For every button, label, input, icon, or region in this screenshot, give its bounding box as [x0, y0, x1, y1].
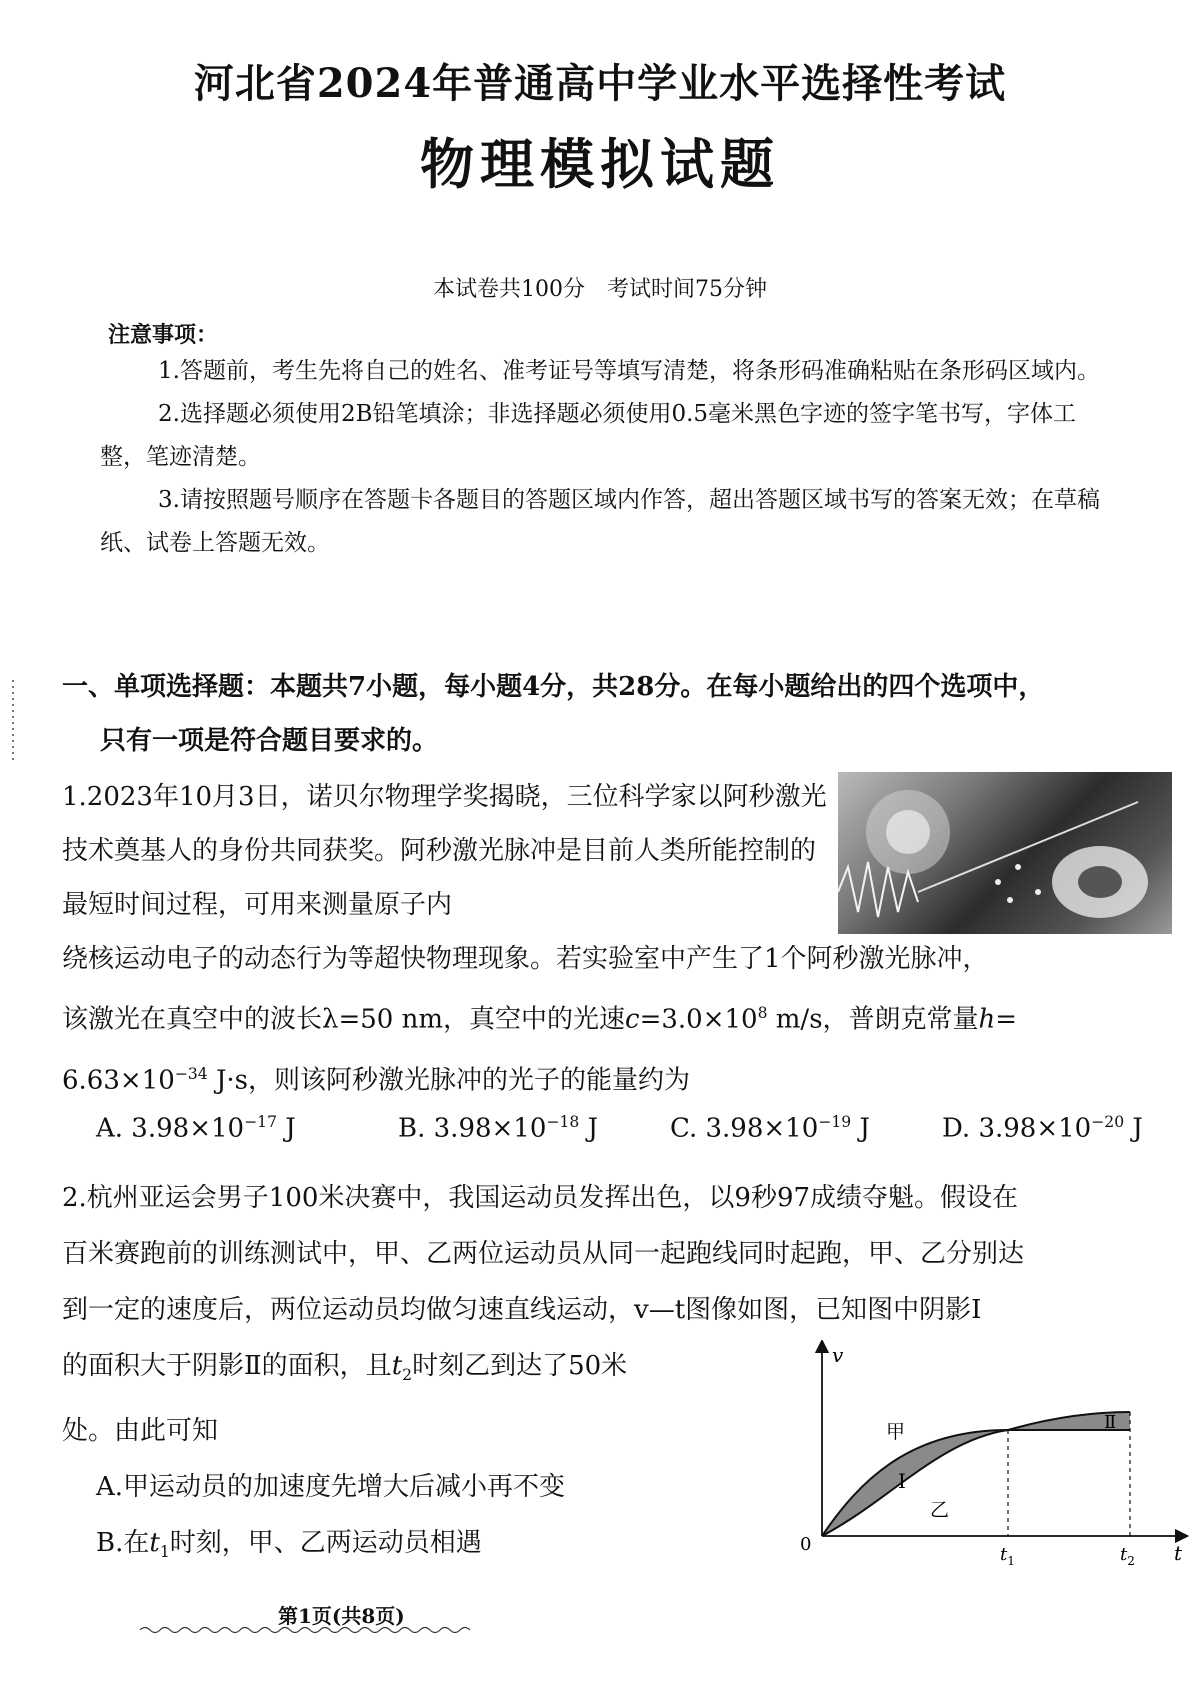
question-2-line: 到一定的速度后，两位运动员均做匀速直线运动，v—t图像如图，已知图中阴影Ⅰ [62, 1295, 982, 1325]
section-heading-line1: 一、单项选择题：本题共7小题，每小题4分，共28分。在每小题给出的四个选项中， [62, 672, 1045, 702]
tick-label-t1: $t_1$ [1000, 1544, 1015, 1568]
exam-title: 河北省2024年普通高中学业水平选择性考试 [193, 60, 1007, 107]
exam-info: 本试卷共100分 考试时间75分钟 [433, 277, 767, 302]
question-1-line: 该激光在真空中的波长λ=50 nm，真空中的光速$c=3.0\times 10^8$ m/s，普朗克常量h= [62, 1004, 1018, 1035]
question-2-option-b: B.在$t_1$时刻，甲、乙两运动员相遇 [96, 1528, 482, 1562]
tick-label-t2: $t_2$ [1120, 1544, 1135, 1568]
question-2-line: 百米赛跑前的训练测试中，甲、乙两位运动员从同一起跑线同时起跑，甲、乙分别达 [62, 1239, 1025, 1269]
section-heading [62, 660, 1172, 768]
notice-list [100, 350, 1120, 565]
question-2-line: 2.杭州亚运会男子100米决赛中，我国运动员发挥出色，以9秒97成绩夺魁。假设在 [62, 1183, 1019, 1213]
notice-item: 1.答题前，考生先将自己的姓名、准考证号等填写清楚，将条形码准确粘贴在条形码区域内。 [158, 358, 1100, 384]
question-1-line: $6.63\times 10^{-34}$ J·s，则该阿秒激光脉冲的光子的能量约为 [62, 1064, 690, 1096]
curve-label-jia: 甲 [886, 1421, 906, 1443]
t-axis-label: t [1174, 1541, 1183, 1565]
question-1 [62, 770, 1172, 1107]
curve-label-yi: 乙 [930, 1499, 950, 1521]
origin-label: 0 [800, 1534, 812, 1555]
question-2-line: 处。由此可知 [62, 1416, 219, 1447]
page-number: 第1页(共8页) [278, 1604, 405, 1628]
question-1-line: 绕核运动电子的动态行为等超快物理现象。若实验室中产生了1个阿秒激光脉冲， [62, 944, 989, 974]
option-d: D. $3.98\times 10^{-20}$ J [942, 1113, 1143, 1144]
notice-heading: 注意事项： [108, 322, 219, 348]
notice-item: 2.选择题必须使用2B铅笔填涂；非选择题必须使用0.5毫米黑色字迹的签字笔书写，字体工整，笔迹清楚。 [100, 401, 1077, 470]
exam-subtitle: 物理模拟试题 [420, 132, 780, 196]
option-a: A. $3.98\times 10^{-17}$ J [96, 1113, 296, 1144]
v-axis-label: v [832, 1343, 844, 1367]
question-1-intro: 1.2023年10月3日，诺贝尔物理学奖揭晓，三位科学家以阿秒激光技术奠基人的身份共同获奖。阿秒激光脉冲是目前人类所能控制的最短时间过程，可用来测量原子内 [62, 782, 827, 920]
region-label-1: Ⅰ [898, 1469, 906, 1493]
binding-margin-dots [12, 680, 14, 760]
question-2-line: 的面积大于阴影Ⅱ的面积，且$t_2$时刻乙到达了50米 [62, 1351, 628, 1385]
region-label-2: Ⅱ [1104, 1412, 1117, 1433]
option-c: C. $3.98\times 10^{-19}$ J [670, 1113, 870, 1144]
option-b: B. $3.98\times 10^{-18}$ J [398, 1113, 599, 1144]
vt-graph [790, 1340, 1190, 1570]
question-2-option-a: A.甲运动员的加速度先增大后减小再不变 [96, 1472, 566, 1503]
footer-wavy-underline [140, 1625, 470, 1635]
notice-item: 3.请按照题号顺序在答题卡各题目的答题区域内作答，超出答题区域书写的答案无效；在草稿纸、试卷上答题无效。 [100, 487, 1100, 556]
section-heading-line2: 只有一项是符合题目要求的。 [100, 726, 439, 756]
